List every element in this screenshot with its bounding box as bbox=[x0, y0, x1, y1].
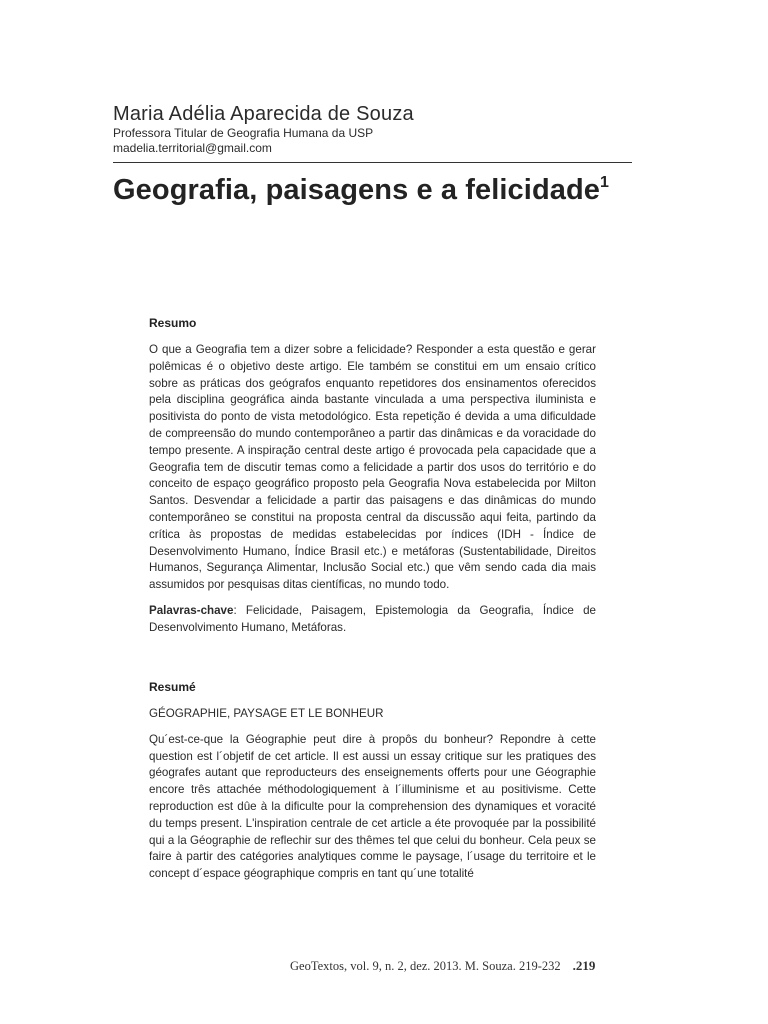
keywords-label: Palavras-chave bbox=[149, 603, 234, 617]
article-title bbox=[113, 174, 609, 207]
keywords-paragraph bbox=[149, 603, 596, 637]
header-divider bbox=[113, 162, 632, 163]
footer-citation: GeoTextos, vol. 9, n. 2, dez. 2013. M. Souza. 219-232 bbox=[290, 959, 561, 973]
author-affiliation: Professora Titular de Geografia Humana da USP bbox=[113, 126, 374, 140]
author-email: madelia.territorial@gmail.com bbox=[113, 141, 272, 155]
keywords-list: : Felicidade, Paisagem, Epistemologia da Geografia, Índice de Desenvolvimento Humano, Metáforas. bbox=[149, 603, 596, 634]
resume-body: Qu´est-ce-que la Géographie peut dire à propôs du bonheur? Repondre à cette question est l´objetif de cet article. Il est aussi un essay critique sur les pratiques des géografes autant que reproducteurs des enseignements offerts pour une Géographie encore três attachée méthodologiquement à l´illuminisme et au positivisme. Cette reproduction est dûe à la dificulte pour la comprehension des dynamiques et voracité du temps present. L'inspiration centrale de cet article a éte provoquée par la possibilité qui a la Géographie de reflechir sur des thêmes tel que celui du bonheur. Cela peux se faire à partir des catégories analytiques comme le paysage, l´usage du territoire et le concept d´espace géographique compris en tant qu´une totalité bbox=[149, 732, 596, 881]
resumo-section bbox=[149, 316, 596, 637]
resume-subtitle: GÉOGRAPHIE, PAYSAGE ET LE BONHEUR bbox=[149, 707, 384, 720]
resumo-heading: Resumo bbox=[149, 316, 197, 330]
title-footnote-mark: 1 bbox=[600, 174, 610, 191]
author-affiliation-block bbox=[113, 126, 373, 156]
page-number: .219 bbox=[572, 958, 596, 973]
page-footer bbox=[290, 958, 595, 974]
resume-section bbox=[149, 680, 596, 883]
resume-heading: Resumé bbox=[149, 680, 196, 694]
resumo-body: O que a Geografia tem a dizer sobre a felicidade? Responder a esta questão e gerar polêmicas é o objetivo deste artigo. Ele também se constitui em um ensaio crítico sobre as práticas dos geógrafos enquanto repetidores dos ensinamentos oferecidos pela disciplina geográfica ainda bastante vinculada a uma perspectiva iluminista e positivista do ponto de vista metodológico. Esta repetição é devida a uma dificuldade de compreensão do mundo contemporâneo a partir das dinâmicas e da voracidade do tempo presente. A inspiração central deste artigo é provocada pela capacidade que a Geografia tem de discutir temas como a felicidade a partir dos usos do território e do conceito de espaço geográfico proposto pela Geografia Nova estabelecida por Milton Santos. Desvendar a felicidade a partir das paisagens e das dinâmicas do mundo contemporâneo se constitui na proposta central da discussão aqui feita, partindo da crítica às propostas de medidas estabelecidas por índices (IDH - Índice de Desenvolvimento Humano, Índice Brasil etc.) e metáforas (Sustentabilidade, Direitos Humanos, Segurança Alimentar, Inclusão Social etc.) que vêm sendo cada dia mais assumidos por pesquisas ditas científicas, no mundo todo. bbox=[149, 343, 596, 592]
article-title-text: Geografia, paisagens e a felicidade bbox=[113, 174, 601, 206]
author-name: Maria Adélia Aparecida de Souza bbox=[113, 103, 414, 125]
